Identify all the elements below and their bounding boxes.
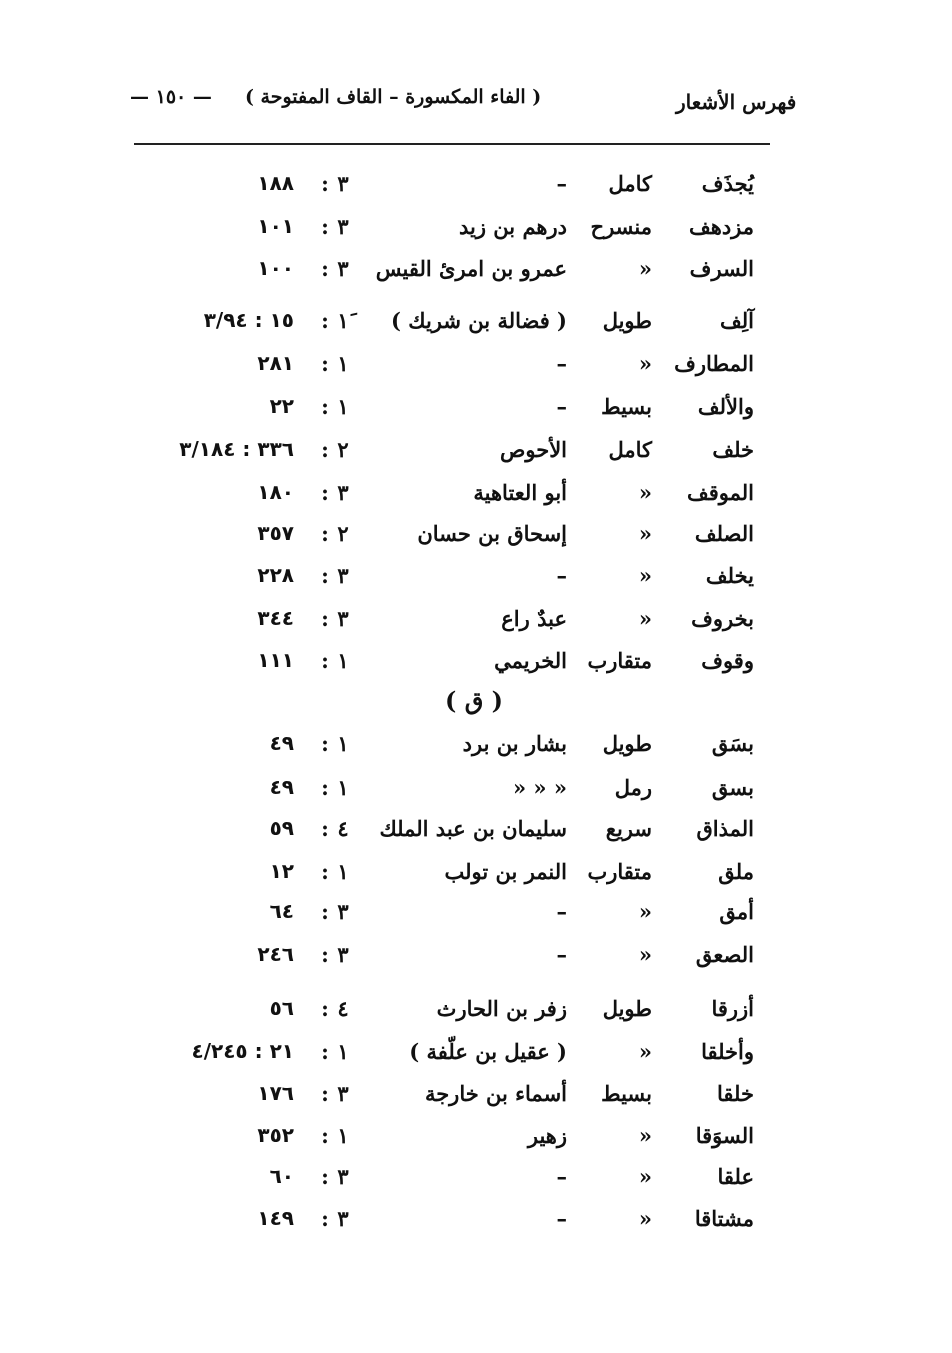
poet: – <box>556 1164 567 1189</box>
page-ref: ٣٥٧ <box>257 521 294 545</box>
meter: « <box>638 256 652 281</box>
separator: : <box>321 521 329 546</box>
rhyme-word: ملق <box>718 859 754 884</box>
poet: أسماء بن خارجة <box>424 1081 567 1106</box>
volume: ٣ <box>337 606 349 631</box>
meter: طويل <box>602 731 652 756</box>
meter: « <box>638 606 652 631</box>
meter: متقارب <box>587 648 652 673</box>
rhyme-word: مزدهف <box>689 214 754 239</box>
index-row <box>0 1081 952 1111</box>
section-heading-qaf: ( ق ) <box>444 686 504 715</box>
poet: – <box>556 171 567 196</box>
volume: ١ <box>337 1039 349 1064</box>
separator: : <box>321 1123 329 1148</box>
page-ref: ١٠٠ <box>257 256 294 280</box>
rhyme-word: علقا <box>717 1164 754 1189</box>
rhyme-word: المطارف <box>674 351 754 376</box>
meter: « <box>638 480 652 505</box>
separator: : <box>321 308 329 333</box>
volume: ١ <box>337 859 349 884</box>
volume: ١ <box>337 775 349 800</box>
rhyme-word: بسَق <box>711 731 754 756</box>
separator: : <box>321 731 329 756</box>
page-ref: ٥٦ <box>269 996 294 1020</box>
poet: عمرو بن امرئ القيس <box>375 256 567 281</box>
index-row <box>0 171 952 201</box>
poet: زفر بن الحارث <box>436 996 567 1021</box>
poet: – <box>556 394 567 419</box>
rhyme-word: الصعق <box>695 942 754 967</box>
index-row <box>0 437 952 467</box>
volume: ٣ <box>337 214 349 239</box>
page-ref: ٤٩ <box>269 731 294 755</box>
separator: : <box>321 351 329 376</box>
volume: ٣ <box>337 480 349 505</box>
meter: طويل <box>602 996 652 1021</box>
meter: « <box>638 1123 652 1148</box>
poet: إسحاق بن حسان <box>417 521 567 546</box>
meter: « <box>638 899 652 924</box>
page-ref: ٢٨١ <box>257 351 294 375</box>
page-ref: ١٤٩ <box>257 1206 294 1230</box>
poet: ( عقيل بن علّفة ) <box>409 1039 567 1064</box>
meter: طويل <box>602 308 652 333</box>
index-row <box>0 775 952 805</box>
meter: « <box>638 1039 652 1064</box>
volume: ٣ <box>337 1081 349 1106</box>
rhyme-word: الصلف <box>694 521 754 546</box>
page-ref: ٣٥٢ <box>257 1123 294 1147</box>
page-ref: ٦٤ <box>269 899 294 923</box>
volume: ٣ <box>337 171 349 196</box>
meter: سريع <box>605 816 652 841</box>
poet: – <box>556 563 567 588</box>
volume: ١ <box>337 394 349 419</box>
page-ref: ١١١ <box>257 648 294 672</box>
index-row <box>0 308 952 338</box>
separator: : <box>321 1039 329 1064</box>
poet: – <box>556 1206 567 1231</box>
separator: : <box>321 775 329 800</box>
section-label: ( الفاء المكسورة – القاف المفتوحة ) <box>244 86 542 108</box>
meter: « <box>638 351 652 376</box>
volume: ٣ <box>337 899 349 924</box>
rhyme-word: وقوف <box>701 648 754 673</box>
separator: : <box>321 480 329 505</box>
poet: بشار بن برد <box>462 731 567 756</box>
index-row <box>0 1206 952 1236</box>
index-row <box>0 648 952 678</box>
meter: « <box>638 1206 652 1231</box>
poet: – <box>556 899 567 924</box>
poet: سليمان بن عبد الملك <box>379 816 567 841</box>
header-rule <box>134 143 770 145</box>
rhyme-word: والألف <box>697 394 754 419</box>
meter: بسيط <box>601 1081 652 1106</box>
index-row <box>0 563 952 593</box>
poet: الأحوص <box>499 437 567 462</box>
poet: النمر بن تولب <box>444 859 567 884</box>
page-number: — ١٥٠ — <box>130 86 212 108</box>
volume: ٣ <box>337 563 349 588</box>
volume: ١ <box>337 351 349 376</box>
page-ref: ١٨٠ <box>257 480 294 504</box>
separator: : <box>321 859 329 884</box>
meter: كامل <box>608 437 652 462</box>
meter: « <box>638 1164 652 1189</box>
rhyme-word: بسق <box>711 775 754 800</box>
index-row <box>0 899 952 929</box>
poet: زهير <box>527 1123 567 1148</box>
page-ref: ٢٢ <box>269 394 294 418</box>
volume: ٤ <box>337 996 349 1021</box>
separator: : <box>321 1081 329 1106</box>
rhyme-word: السرف <box>689 256 754 281</box>
poet: درهم بن زيد <box>458 214 567 239</box>
separator: : <box>321 563 329 588</box>
rhyme-word: الموقف <box>687 480 754 505</box>
poet: الخريمي <box>494 648 567 673</box>
page-ref: ٥٩ <box>269 816 294 840</box>
meter: بسيط <box>601 394 652 419</box>
index-row <box>0 521 952 551</box>
index-row <box>0 1164 952 1194</box>
page-ref: ٢١ : ٤/٢٤٥ <box>191 1039 294 1063</box>
index-row <box>0 351 952 381</box>
meter: كامل <box>608 171 652 196</box>
index-row <box>0 942 952 972</box>
poet: – <box>556 942 567 967</box>
page-ref: ٣٤٤ <box>257 606 294 630</box>
index-row <box>0 996 952 1026</box>
volume: ٣ <box>337 942 349 967</box>
separator: : <box>321 171 329 196</box>
volume: ٣ <box>337 1206 349 1231</box>
rhyme-word: بخروف <box>691 606 754 631</box>
volume: ١ <box>337 1123 349 1148</box>
page-ref: ٣٣٦ : ٣/١٨٤ <box>179 437 294 461</box>
page-ref: ٢٤٦ <box>257 942 294 966</box>
rhyme-word: يخلف <box>705 563 754 588</box>
separator: : <box>321 394 329 419</box>
separator: : <box>321 214 329 239</box>
separator: : <box>321 996 329 1021</box>
meter: « <box>638 942 652 967</box>
index-row <box>0 1123 952 1153</box>
volume: ١ <box>337 648 349 673</box>
meter: « <box>638 563 652 588</box>
meter: متقارب <box>587 859 652 884</box>
page-ref: ١٠١ <box>257 214 294 238</box>
separator: : <box>321 816 329 841</box>
running-header-center <box>130 86 541 108</box>
index-row <box>0 731 952 761</box>
index-row <box>0 394 952 424</box>
separator: : <box>321 1206 329 1231</box>
volume: ٣ <box>337 256 349 281</box>
index-row <box>0 256 952 286</box>
rhyme-word: خلف <box>712 437 754 462</box>
poet: – <box>556 351 567 376</box>
page-ref: ١٨٨ <box>257 171 294 195</box>
rhyme-word: خلقا <box>717 1081 754 1106</box>
page-ref: ٦٠ <box>269 1164 294 1188</box>
separator: : <box>321 1164 329 1189</box>
poet: ( فضالة بن شريك ) <box>391 308 567 333</box>
index-row <box>0 1039 952 1069</box>
separator: : <box>321 606 329 631</box>
meter: منسرح <box>590 214 652 239</box>
rhyme-word: مشتاقا <box>694 1206 754 1231</box>
volume: ٢ <box>337 521 349 546</box>
rhyme-word: المذاق <box>696 816 754 841</box>
page-ref: ١٧٦ <box>257 1081 294 1105</box>
index-row <box>0 214 952 244</box>
rhyme-word: أزرقا <box>711 996 754 1021</box>
page-ref: ٢٢٨ <box>257 563 294 587</box>
volume: ١ <box>337 731 349 756</box>
poet: « « « <box>513 775 567 800</box>
separator: : <box>321 942 329 967</box>
index-row <box>0 606 952 636</box>
rhyme-word: السوَقا <box>695 1123 754 1148</box>
index-row <box>0 816 952 846</box>
separator: : <box>321 899 329 924</box>
meter: رمل <box>614 775 652 800</box>
poet: عبدٌ راع <box>501 606 567 631</box>
index-row <box>0 859 952 889</box>
poet: أبو العتاهية <box>473 480 567 505</box>
page-ref: ١٢ <box>269 859 294 883</box>
separator: : <box>321 437 329 462</box>
volume: ٤ <box>337 816 349 841</box>
page-ref: ٤٩ <box>269 775 294 799</box>
separator: : <box>321 648 329 673</box>
page-ref: ١٥ : ٣/٩٤ <box>203 308 294 332</box>
rhyme-word: يُجذَف <box>701 171 754 196</box>
meter: « <box>638 521 652 546</box>
rhyme-word: أمق <box>719 899 754 924</box>
rhyme-word: وأخلقا <box>701 1039 754 1064</box>
volume: ١َ <box>337 308 349 333</box>
separator: : <box>321 256 329 281</box>
book-title: فهرس الأشعار <box>676 90 797 114</box>
volume: ٢ <box>337 437 349 462</box>
index-row <box>0 480 952 510</box>
rhyme-word: آلِف <box>720 308 754 333</box>
volume: ٣ <box>337 1164 349 1189</box>
